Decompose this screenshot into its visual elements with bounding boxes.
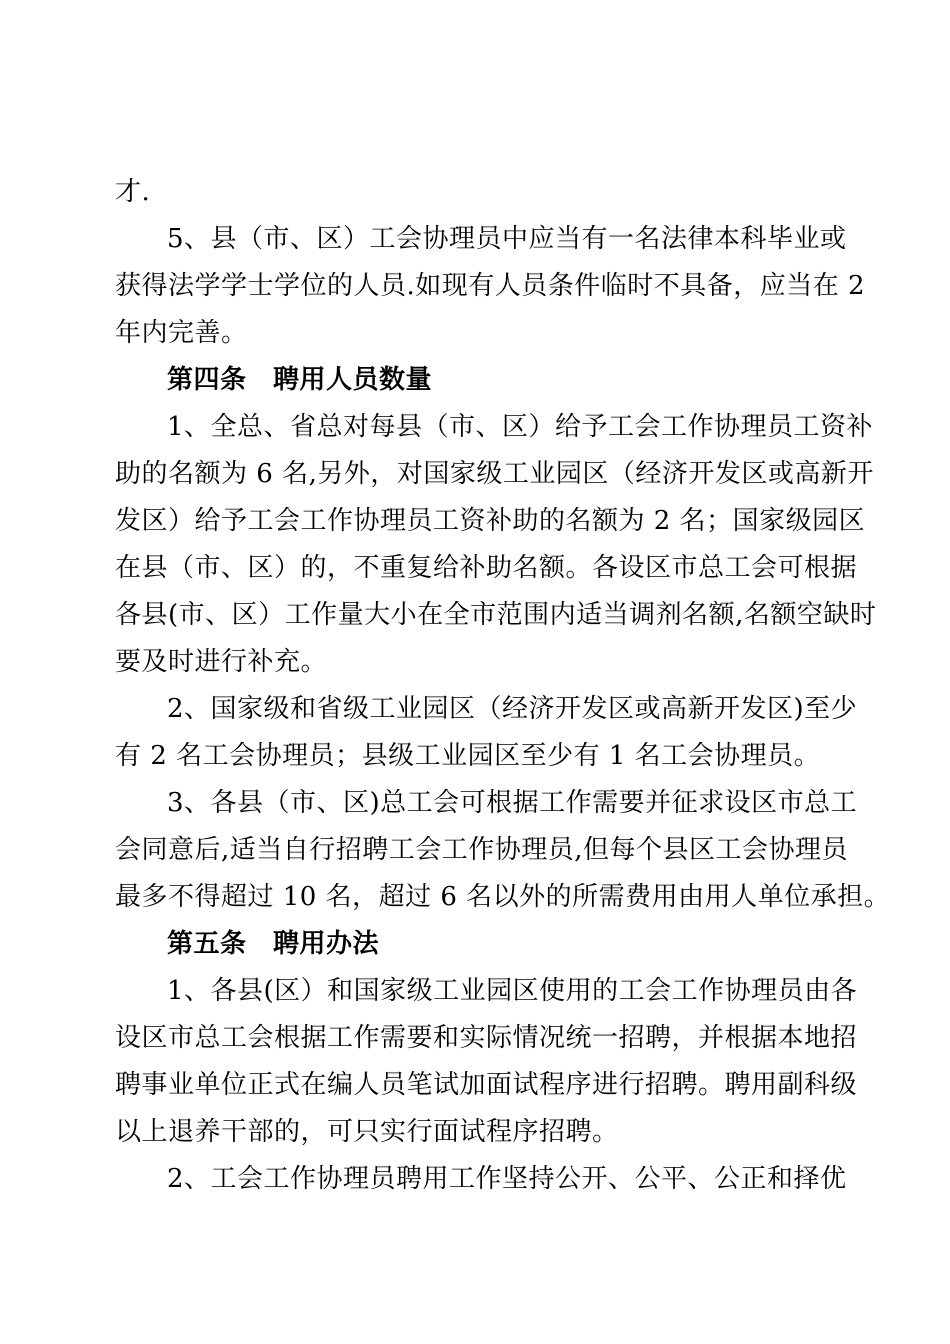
paragraph-first-line: 3、各县（市、区)总工会可根据工作需要并征求设区市总工	[167, 788, 858, 818]
text-line: 各县(市、区）工作量大小在全市范围内适当调剂名额,名额空缺时	[115, 600, 877, 630]
section-heading: 第五条 聘用办法	[167, 929, 380, 959]
paragraph-first-line: 2、工会工作协理员聘用工作坚持公开、公平、公正和择优	[167, 1164, 847, 1194]
paragraph-first-line: 1、各县(区）和国家级工业园区使用的工会工作协理员由各	[167, 976, 858, 1006]
text-line: 以上退养干部的，可只实行面试程序招聘。	[115, 1117, 619, 1147]
text-line: 助的名额为 6 名,另外，对国家级工业园区（经济开发区或高新开	[115, 459, 874, 489]
paragraph-first-line: 1、全总、省总对每县（市、区）给予工会工作协理员工资补	[167, 412, 874, 442]
text-line: 才.	[115, 177, 151, 207]
text-line: 最多不得超过 10 名，超过 6 名以外的所需费用由用人单位承担。	[115, 882, 891, 912]
text-line: 年内完善。	[115, 318, 248, 348]
text-line: 发区）给予工会工作协理员工资补助的名额为 2 名；国家级园区	[115, 506, 866, 536]
text-line: 要及时进行补充。	[115, 647, 328, 677]
paragraph-first-line: 5、县（市、区）工会协理员中应当有一名法律本科毕业或	[167, 224, 847, 254]
text-line: 会同意后,适当自行招聘工会工作协理员,但每个县区工会协理员	[115, 835, 849, 865]
text-line: 在县（市、区）的，不重复给补助名额。各设区市总工会可根据	[115, 553, 858, 583]
section-heading: 第四条 聘用人员数量	[167, 365, 433, 395]
text-line: 设区市总工会根据工作需要和实际情况统一招聘，并根据本地招	[115, 1023, 858, 1053]
text-line: 有 2 名工会协理员；县级工业园区至少有 1 名工会协理员。	[115, 741, 821, 771]
paragraph-first-line: 2、国家级和省级工业园区（经济开发区或高新开发区)至少	[167, 694, 858, 724]
text-line: 聘事业单位正式在编人员笔试加面试程序进行招聘。聘用副科级	[115, 1070, 858, 1100]
text-line: 获得法学学士学位的人员.如现有人员条件临时不具备，应当在 2	[115, 271, 866, 301]
